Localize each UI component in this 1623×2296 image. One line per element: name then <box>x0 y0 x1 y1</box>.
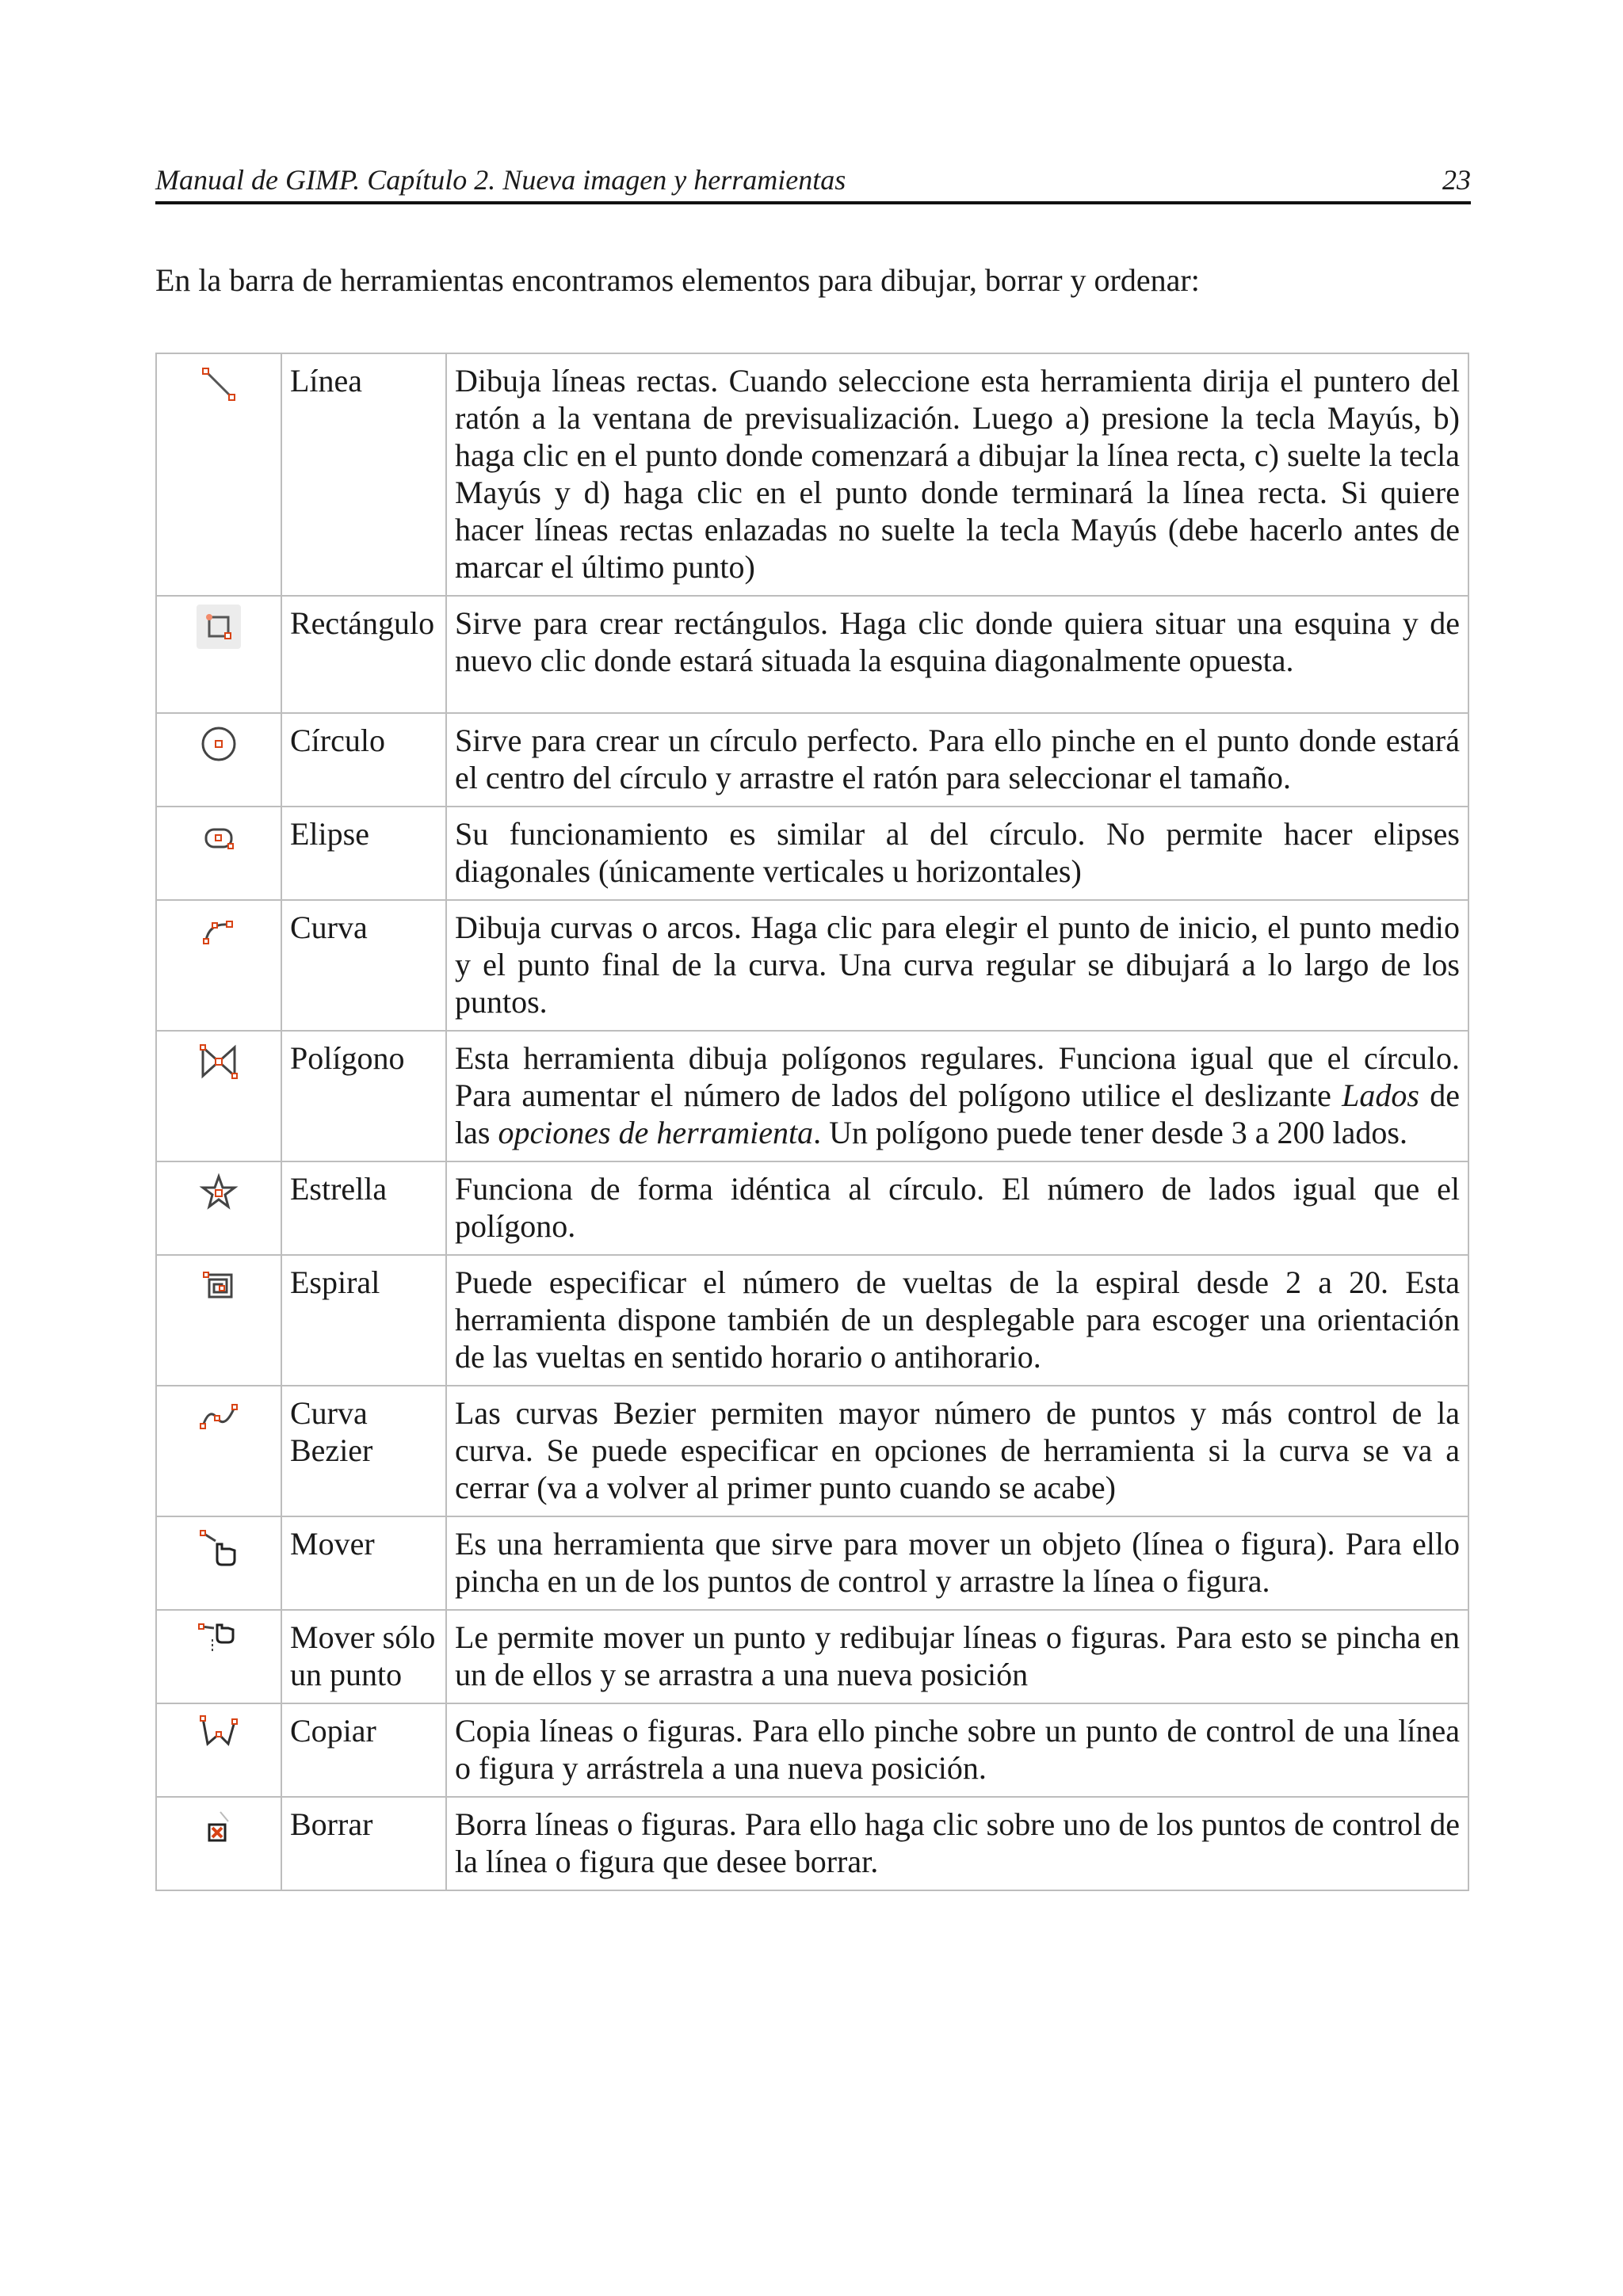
table-row <box>156 1386 1468 1516</box>
table-row <box>156 713 1468 807</box>
tool-description: Funciona de forma idéntica al círculo. El número de lados igual que el polígono. <box>446 1161 1468 1255</box>
table-row <box>156 1516 1468 1610</box>
ellipse-tool-icon <box>197 815 241 860</box>
tool-name: Elipse <box>281 807 446 900</box>
tool-description: Copia líneas o figuras. Para ello pinche sobre un punto de control de una línea o figura y arrástrela a una nueva posición. <box>446 1703 1468 1797</box>
tool-name: Mover <box>281 1516 446 1610</box>
tool-name: Estrella <box>281 1161 446 1255</box>
tool-name: Espiral <box>281 1255 446 1386</box>
table-row <box>156 1031 1468 1161</box>
tool-description: Sirve para crear rectángulos. Haga clic donde quiera situar una esquina y de nuevo clic donde estará situada la esquina diagonalmente opuesta. <box>446 596 1468 713</box>
table-row <box>156 1161 1468 1255</box>
tool-description: Puede especificar el número de vueltas de la espiral desde 2 a 20. Esta herramienta dispone también de un desplegable para escoger una orientación de las vueltas en sentido horario o antihorario. <box>446 1255 1468 1386</box>
line-tool-icon <box>197 362 241 406</box>
tool-name: Curva Bezier <box>281 1386 446 1516</box>
move-point-tool-icon <box>197 1619 241 1663</box>
tool-name: Círculo <box>281 713 446 807</box>
page-number: 23 <box>1442 164 1471 196</box>
tool-description: Esta herramienta dibuja polígonos regulares. Funciona igual que el círculo. Para aumentar el número de lados del polígono utilice el deslizante Lados de las opciones de herramienta. Un polígono puede tener desde 3 a 200 lados. <box>446 1031 1468 1161</box>
table-row <box>156 1797 1468 1890</box>
tool-description: Dibuja líneas rectas. Cuando seleccione esta herramienta dirija el puntero del ratón a la ventana de previsualización. Luego a) presione la tecla Mayús, b) haga clic en el punto donde comenzará a dibujar la línea recta, c) suelte la tecla Mayús y d) haga clic en el punto donde terminará la línea recta. Si quiere hacer líneas rectas enlazadas no suelte la tecla Mayús (debe hacerlo antes de marcar el último punto) <box>446 353 1468 596</box>
move-tool-icon <box>197 1525 241 1569</box>
table-row <box>156 1610 1468 1703</box>
tool-name: Polígono <box>281 1031 446 1161</box>
tool-description: Borra líneas o figuras. Para ello haga clic sobre uno de los puntos de control de la línea o figura que desee borrar. <box>446 1797 1468 1890</box>
tool-description: Las curvas Bezier permiten mayor número de puntos y más control de la curva. Se puede especificar en opciones de herramienta si la curva se va a cerrar (va a volver al primer punto cuando se acabe) <box>446 1386 1468 1516</box>
copy-tool-icon <box>197 1712 241 1756</box>
tool-name: Rectángulo <box>281 596 446 713</box>
tools-table <box>155 353 1469 1891</box>
page-header <box>155 155 1471 204</box>
tool-description: Dibuja curvas o arcos. Haga clic para elegir el punto de inicio, el punto medio y el punto final de la curva. Una curva regular se dibujará a lo largo de los puntos. <box>446 900 1468 1031</box>
star-tool-icon <box>197 1170 241 1215</box>
tool-name: Línea <box>281 353 446 596</box>
tool-name: Curva <box>281 900 446 1031</box>
spiral-tool-icon <box>197 1264 241 1308</box>
polygon-tool-icon <box>197 1039 241 1084</box>
table-row <box>156 807 1468 900</box>
circle-tool-icon <box>197 722 241 766</box>
table-row <box>156 1703 1468 1797</box>
bezier-curve-tool-icon <box>197 1394 241 1439</box>
tool-description: Sirve para crear un círculo perfecto. Para ello pinche en el punto donde estará el centro del círculo y arrastre el ratón para seleccionar el tamaño. <box>446 713 1468 807</box>
tool-name: Mover sólo un punto <box>281 1610 446 1703</box>
tool-name: Borrar <box>281 1797 446 1890</box>
tool-description: Es una herramienta que sirve para mover un objeto (línea o figura). Para ello pincha en un de los puntos de control y arrastre la línea o figura. <box>446 1516 1468 1610</box>
table-row <box>156 353 1468 596</box>
curve-tool-icon <box>197 909 241 953</box>
rectangle-tool-icon <box>197 605 241 649</box>
header-title: Manual de GIMP. Capítulo 2. Nueva imagen y herramientas <box>155 164 846 196</box>
tool-name: Copiar <box>281 1703 446 1797</box>
tool-description: Le permite mover un punto y redibujar líneas o figuras. Para esto se pincha en un de ellos y se arrastra a una nueva posición <box>446 1610 1468 1703</box>
intro-paragraph: En la barra de herramientas encontramos elementos para dibujar, borrar y ordenar: <box>155 262 1200 298</box>
table-row <box>156 1255 1468 1386</box>
delete-tool-icon <box>197 1806 241 1850</box>
table-row <box>156 900 1468 1031</box>
tool-description: Su funcionamiento es similar al del círculo. No permite hacer elipses diagonales (únicamente verticales u horizontales) <box>446 807 1468 900</box>
table-row <box>156 596 1468 713</box>
